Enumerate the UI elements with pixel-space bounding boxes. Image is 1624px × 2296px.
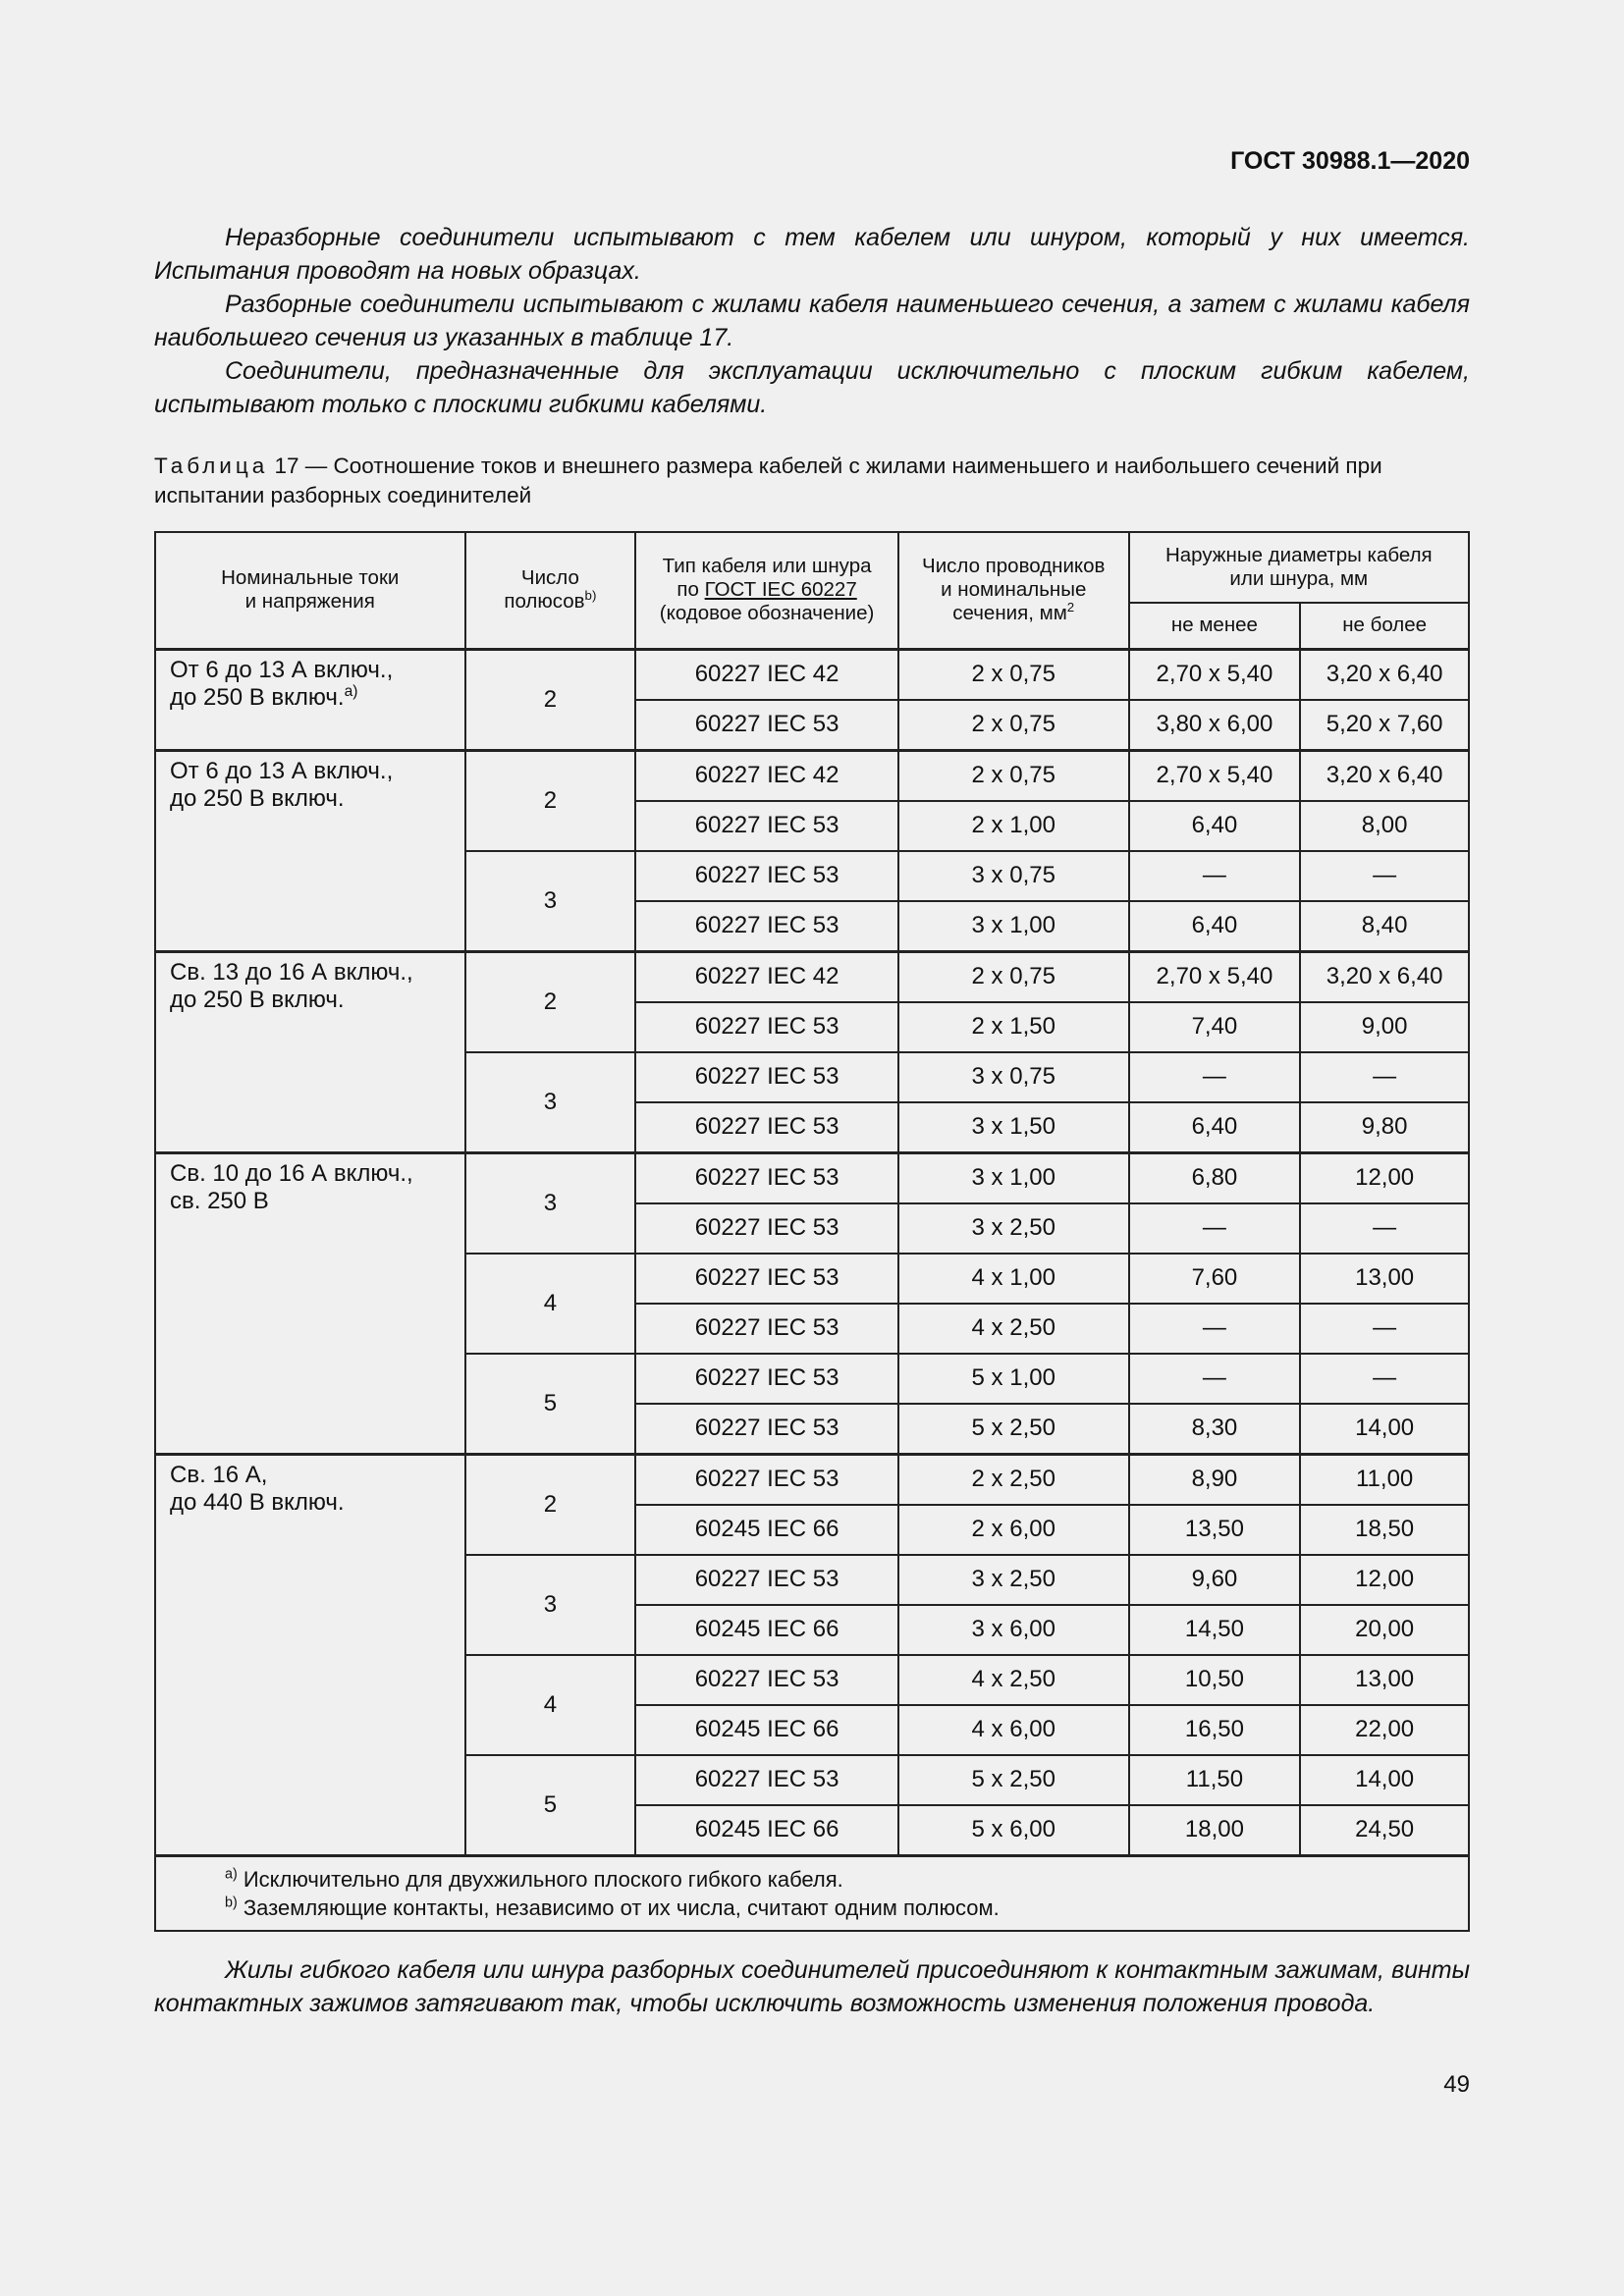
min-diameter-cell: 10,50 [1129,1655,1301,1705]
cable-type-cell: 60227 IEC 53 [635,1254,898,1304]
nominal-current-cell: Св. 10 до 16 А включ., св. 250 В [155,1152,465,1454]
conductors-cell: 3 x 2,50 [898,1555,1129,1605]
page-number: 49 [1443,2071,1470,2098]
max-diameter-cell: 20,00 [1300,1605,1469,1655]
cable-type-cell: 60227 IEC 53 [635,1002,898,1052]
cable-type-cell: 60227 IEC 53 [635,1304,898,1354]
conductors-cell: 4 x 2,50 [898,1304,1129,1354]
poles-cell: 3 [465,1052,636,1153]
cable-type-cell: 60227 IEC 53 [635,851,898,901]
cable-type-cell: 60227 IEC 53 [635,1203,898,1254]
conductors-cell: 3 x 1,50 [898,1102,1129,1153]
cable-type-cell: 60227 IEC 53 [635,1655,898,1705]
nominal-current-cell: Св. 16 А, до 440 В включ. [155,1454,465,1855]
nominal-current-cell: От 6 до 13 А включ., до 250 В включ.$^{a)}$ [155,649,465,750]
min-diameter-cell: 18,00 [1129,1805,1301,1856]
min-diameter-cell: 6,40 [1129,801,1301,851]
max-diameter-cell: 12,00 [1300,1152,1469,1203]
cable-type-cell: 60227 IEC 53 [635,901,898,952]
max-diameter-cell: 12,00 [1300,1555,1469,1605]
conductors-cell: 3 x 0,75 [898,1052,1129,1102]
cable-type-cell: 60227 IEC 53 [635,1102,898,1153]
footnote-b: $^{b)}$ Заземляющие контакты, независимо от их числа, считают одним полюсом. [225,1895,1000,1920]
cable-type-cell: 60227 IEC 53 [635,700,898,751]
min-diameter-cell: 6,40 [1129,1102,1301,1153]
max-diameter-cell: 9,80 [1300,1102,1469,1153]
max-diameter-cell: 9,00 [1300,1002,1469,1052]
min-diameter-cell: 2,70 x 5,40 [1129,750,1301,801]
max-diameter-cell: 13,00 [1300,1655,1469,1705]
header-max: не более [1300,603,1469,649]
header-cable-type: Тип кабеля или шнура по ГОСТ IEC 60227 (кодовое обозначение) [635,532,898,649]
poles-cell: 2 [465,1454,636,1555]
poles-cell: 3 [465,1555,636,1655]
cable-type-cell: 60245 IEC 66 [635,1705,898,1755]
max-diameter-cell: 14,00 [1300,1404,1469,1455]
header-nominal-current: Номинальные токи и напряжения [155,532,465,649]
max-diameter-cell: — [1300,1203,1469,1254]
poles-cell: 4 [465,1254,636,1354]
conductors-cell: 4 x 6,00 [898,1705,1129,1755]
conductors-cell: 3 x 1,00 [898,901,1129,952]
nominal-current-cell: От 6 до 13 А включ., до 250 В включ. [155,750,465,951]
min-diameter-cell: 2,70 x 5,40 [1129,951,1301,1002]
header-poles: Число полюсов$^{b)}$ [465,532,636,649]
cable-type-cell: 60227 IEC 53 [635,1755,898,1805]
max-diameter-cell: 8,40 [1300,901,1469,952]
cable-type-cell: 60227 IEC 53 [635,801,898,851]
max-diameter-cell: 8,00 [1300,801,1469,851]
cable-table [154,531,1470,1932]
min-diameter-cell: 7,60 [1129,1254,1301,1304]
header-min: не менее [1129,603,1301,649]
poles-cell: 2 [465,951,636,1052]
conductors-cell: 5 x 2,50 [898,1404,1129,1455]
cable-type-cell: 60227 IEC 53 [635,1052,898,1102]
conductors-cell: 3 x 6,00 [898,1605,1129,1655]
max-diameter-cell: — [1300,1052,1469,1102]
min-diameter-cell: 14,50 [1129,1605,1301,1655]
conductors-cell: 2 x 1,00 [898,801,1129,851]
max-diameter-cell: — [1300,1304,1469,1354]
table-caption-text: 17 — Соотношение токов и внешнего размера кабелей с жилами наименьшего и наибольшего сечений при испытании разборных соединителей [154,454,1382,507]
cable-type-cell: 60227 IEC 42 [635,750,898,801]
document-code: ГОСТ 30988.1—2020 [1230,147,1470,175]
conductors-cell: 5 x 6,00 [898,1805,1129,1856]
poles-cell: 4 [465,1655,636,1755]
cable-type-cell: 60227 IEC 53 [635,1404,898,1455]
cable-type-cell: 60227 IEC 42 [635,951,898,1002]
min-diameter-cell: — [1129,851,1301,901]
conductors-cell: 4 x 2,50 [898,1655,1129,1705]
paragraph-3: Соединители, предназначенные для эксплуатации исключительно с плоским гибким кабелем, испытывают только с плоскими гибкими кабелями. [154,357,1470,418]
min-diameter-cell: 3,80 x 6,00 [1129,700,1301,751]
min-diameter-cell: 7,40 [1129,1002,1301,1052]
cable-type-cell: 60245 IEC 66 [635,1505,898,1555]
cable-type-cell: 60245 IEC 66 [635,1605,898,1655]
conductors-cell: 4 x 1,00 [898,1254,1129,1304]
table-row [155,1454,1469,1505]
conductors-cell: 2 x 1,50 [898,1002,1129,1052]
conductors-cell: 2 x 0,75 [898,700,1129,751]
table-row [155,649,1469,700]
cable-type-cell: 60227 IEC 53 [635,1354,898,1404]
max-diameter-cell: 3,20 x 6,40 [1300,750,1469,801]
min-diameter-cell: 16,50 [1129,1705,1301,1755]
min-diameter-cell: — [1129,1304,1301,1354]
header-conductors: Число проводников и номинальные сечения, $мм^2$ [898,532,1129,649]
paragraph-bottom: Жилы гибкого кабеля или шнура разборных соединителей присоединяют к контактным зажимам, винты контактных зажимов затягивают так, чтобы исключить возможность изменения положения провода. [154,1956,1470,2017]
max-diameter-cell: 3,20 x 6,40 [1300,649,1469,700]
header-outer-diameter: Наружные диаметры кабеля или шнура, мм [1129,532,1469,603]
max-diameter-cell: — [1300,851,1469,901]
cable-type-cell: 60227 IEC 42 [635,649,898,700]
poles-cell: 2 [465,750,636,851]
min-diameter-cell: — [1129,1052,1301,1102]
poles-cell: 5 [465,1755,636,1856]
paragraph-2: Разборные соединители испытывают с жилами кабеля наименьшего сечения, а затем с жилами кабеля наибольшего сечения из указанных в таблице 17. [154,291,1470,351]
conductors-cell: 2 x 0,75 [898,750,1129,801]
table-footnotes [155,1855,1469,1931]
table-row [155,750,1469,801]
table-row [155,1152,1469,1203]
cable-type-cell: 60227 IEC 53 [635,1555,898,1605]
poles-cell: 2 [465,649,636,750]
conductors-cell: 2 x 2,50 [898,1454,1129,1505]
table-row [155,951,1469,1002]
min-diameter-cell: — [1129,1354,1301,1404]
max-diameter-cell: 13,00 [1300,1254,1469,1304]
min-diameter-cell: 2,70 x 5,40 [1129,649,1301,700]
footnote-a: $^{a)}$ Исключительно для двухжильного плоского гибкого кабеля. [225,1866,843,1892]
conductors-cell: 5 x 1,00 [898,1354,1129,1404]
conductors-cell: 2 x 6,00 [898,1505,1129,1555]
cable-type-cell: 60227 IEC 53 [635,1152,898,1203]
table-caption-label: Таблица [154,454,269,478]
max-diameter-cell: — [1300,1354,1469,1404]
min-diameter-cell: 13,50 [1129,1505,1301,1555]
max-diameter-cell: 22,00 [1300,1705,1469,1755]
min-diameter-cell: 6,40 [1129,901,1301,952]
min-diameter-cell: 11,50 [1129,1755,1301,1805]
max-diameter-cell: 3,20 x 6,40 [1300,951,1469,1002]
max-diameter-cell: 14,00 [1300,1755,1469,1805]
poles-cell: 5 [465,1354,636,1455]
conductors-cell: 3 x 0,75 [898,851,1129,901]
max-diameter-cell: 18,50 [1300,1505,1469,1555]
min-diameter-cell: — [1129,1203,1301,1254]
gost-iec-60227-link[interactable]: ГОСТ IEC 60227 [704,578,857,602]
min-diameter-cell: 9,60 [1129,1555,1301,1605]
conductors-cell: 2 x 0,75 [898,951,1129,1002]
paragraph-1: Неразборные соединители испытывают с тем кабелем или шнуром, который у них имеется. Испытания проводят на новых образцах. [154,224,1470,285]
min-diameter-cell: 6,80 [1129,1152,1301,1203]
nominal-current-cell: Св. 13 до 16 А включ., до 250 В включ. [155,951,465,1152]
conductors-cell: 3 x 2,50 [898,1203,1129,1254]
table-caption [154,452,1470,510]
conductors-cell: 5 x 2,50 [898,1755,1129,1805]
poles-cell: 3 [465,1152,636,1254]
min-diameter-cell: 8,90 [1129,1454,1301,1505]
max-diameter-cell: 11,00 [1300,1454,1469,1505]
conductors-cell: 2 x 0,75 [898,649,1129,700]
poles-cell: 3 [465,851,636,952]
cable-type-cell: 60227 IEC 53 [635,1454,898,1505]
max-diameter-cell: 24,50 [1300,1805,1469,1856]
cable-type-cell: 60245 IEC 66 [635,1805,898,1856]
conductors-cell: 3 x 1,00 [898,1152,1129,1203]
min-diameter-cell: 8,30 [1129,1404,1301,1455]
max-diameter-cell: 5,20 x 7,60 [1300,700,1469,751]
